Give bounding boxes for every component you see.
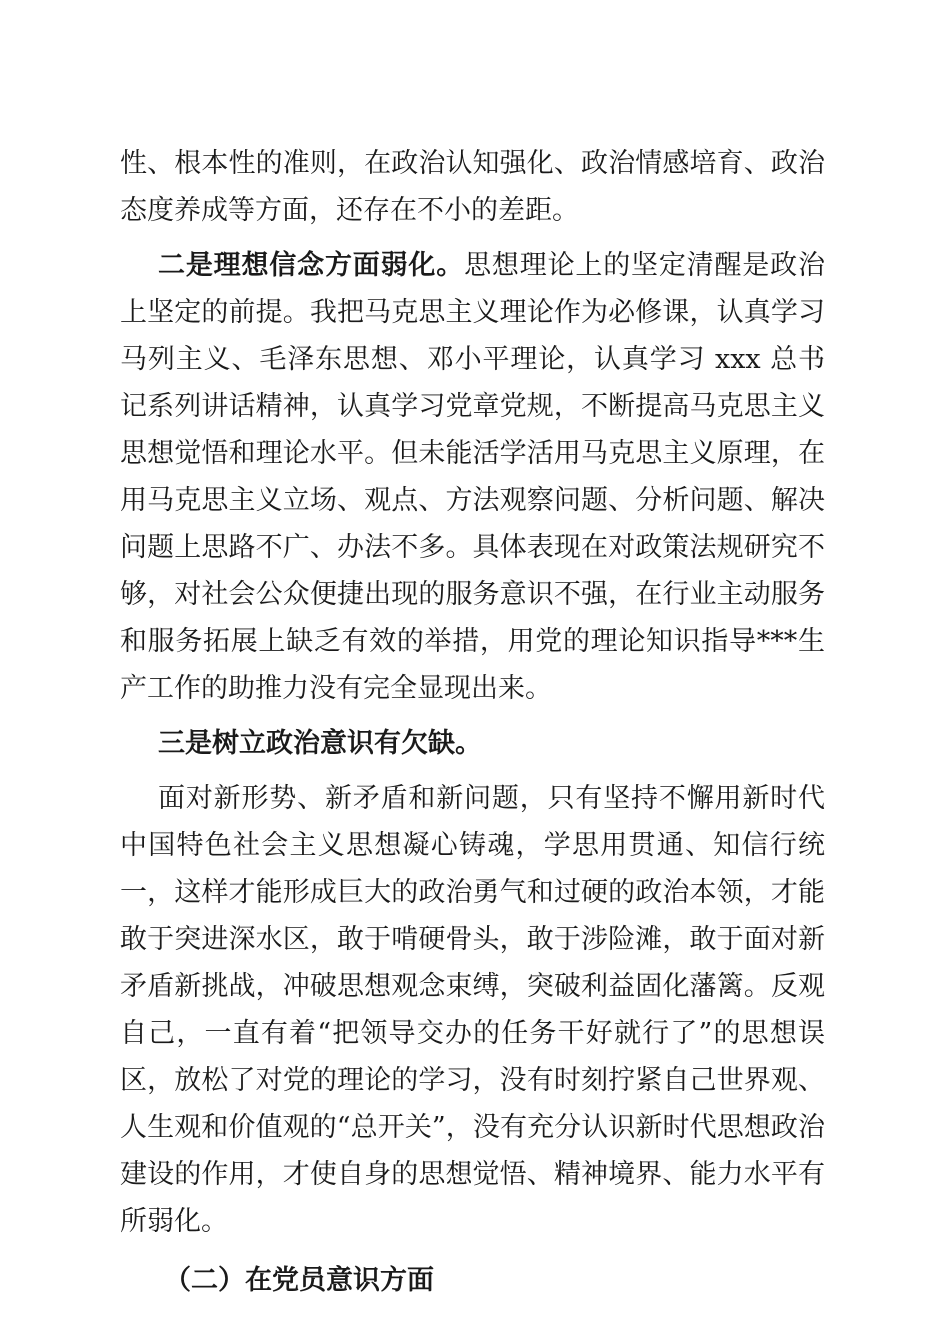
subheading-political-awareness: 三是树立政治意识有欠缺。	[158, 728, 482, 759]
paragraph-body-text: 思想理论上的坚定清醒是政治上坚定的前提。我把马克思主义理论作为必修课，认真学习马列主义、毛泽东思想、邓小平理论，认真学习 xxx 总书记系列讲话精神，认真学习党章党规，不断提高马克思主义思想觉悟和理论水平。但未能活学活用马克思主义原理，在用马克思主义立场、观点、方法观察问题、分析问题、解决问题上思路不广、办法不多。具体表现在对政策法规研究不够，对社会公众便捷出现的服务意识不强，在行业主动服务和服务拓展上缺乏有效的举措，用党的理论知识指导***生产工作的助推力没有完全显现出来。	[120, 250, 826, 704]
paragraph-new-situation: 面对新形势、新矛盾和新问题，只有坚持不懈用新时代中国特色社会主义思想凝心铸魂，学思用贯通、知信行统一，这样才能形成巨大的政治勇气和过硬的政治本领，才能敢于突进深水区，敢于啃硬骨头，敢于涉险滩，敢于面对新矛盾新挑战，冲破思想观念束缚，突破利益固化藩篱。反观自己，一直有着“把领导交办的任务干好就行了”的思想误区，放松了对党的理论的学习，没有时刻拧紧自己世界观、人生观和价值观的“总开关”，没有充分认识新时代思想政治建设的作用，才使自身的思想觉悟、精神境界、能力水平有所弱化。	[120, 783, 825, 1237]
paragraph-ideals-beliefs	[120, 242, 825, 712]
paragraph-lead-heading: 二是理想信念方面弱化。	[158, 250, 465, 281]
document-body	[120, 140, 825, 1304]
paragraph-continuation: 性、根本性的准则，在政治认知强化、政治情感培育、政治态度养成等方面，还存在不小的差距。	[120, 148, 825, 226]
section-heading-party-awareness: （二）在党员意识方面	[164, 1265, 434, 1296]
